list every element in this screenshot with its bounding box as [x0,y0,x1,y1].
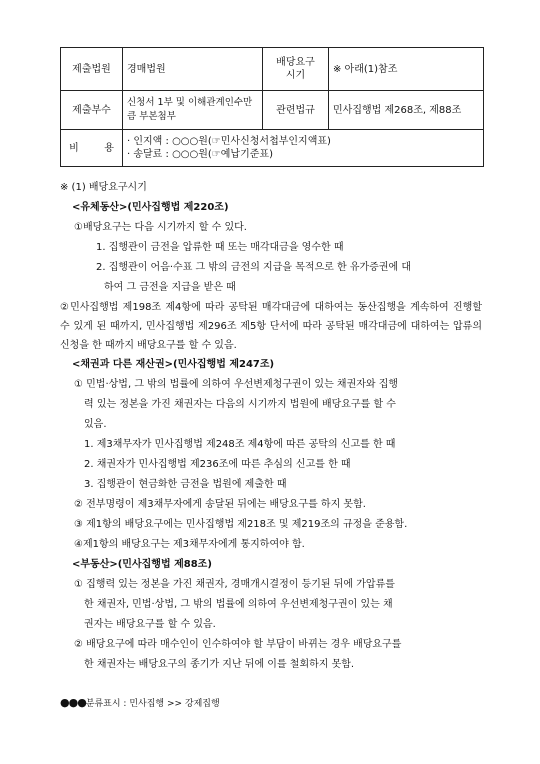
paragraph: 하여 그 금전을 지급을 받은 때 [104,282,236,293]
paragraph: 1. 집행관이 금전을 압류한 때 또는 매각대금을 영수한 때 [96,242,344,253]
court-value: 경매법원 [123,48,263,91]
cost-value [123,130,484,167]
delivery-fee-line: · 송달료 : ○○○원(☞예납기준표) [127,149,273,160]
paragraph: 한 채권자는 배당요구의 종기가 지난 뒤에 이를 철회하지 못함. [84,659,355,670]
paragraph: ③ 제1항의 배당요구에는 민사집행법 제218조 및 제219조의 규정을 준용함. [74,519,408,530]
table-row [61,91,484,130]
copies-value: 신청서 1부 및 이해관계인수만큼 부본첨부 [123,91,263,130]
paragraph: 1. 제3채무자가 민사집행법 제248조 제4항에 따른 공탁의 신고를 한 때 [84,439,396,450]
classification-text: 분류표시 : 민사집행 >> 강제집행 [85,699,220,709]
paragraph: 력 있는 정본을 가진 채권자는 다음의 시기까지 법원에 배당요구를 할 수 [84,399,396,410]
paragraph: ② 배당요구에 따라 매수인이 인수하여야 할 부담이 바뀌는 경우 배당요구를 [74,639,402,650]
claims-heading: <채권과 다른 재산권>(민사집행법 제247조) [72,359,275,370]
classification-footer [60,696,220,709]
paragraph: ① 민법·상법, 그 밖의 법률에 의하여 우선변제청구권이 있는 채권자와 집행 [74,379,399,390]
paragraph: ②민사집행법 제198조 제4항에 따라 공탁된 매각대금에 대하여는 동산집행을 계속하여 진행할 수 있게 된 때까지, 민사집행법 제296조 제5항 단서에 따라 공탁된 매각대금에 대하여는 압류의 신청을 한 때까지 배당요구를 할 수 있음. [60,302,482,351]
paragraph: 권자는 배당요구를 할 수 있음. [84,619,216,630]
stamp-fee-line: · 인지액 : ○○○원(☞민사신청서첩부인지액표) [127,136,331,147]
timing-label: 배당요구 시기 [263,48,329,91]
court-label: 제출법원 [61,48,123,91]
movables-heading: <유체동산>(민사집행법 제220조) [72,202,229,213]
info-table [60,47,484,167]
law-value: 민사집행법 제268조, 제88조 [329,91,484,130]
paragraph: 2. 집행관이 어음·수표 그 밖의 금전의 지급을 목적으로 한 유가증권에 대 [96,262,411,273]
paragraph: 2. 채권자가 민사집행법 제236조에 따른 추심의 신고를 한 때 [84,459,351,470]
paragraph: ① 집행력 있는 정본을 가진 채권자, 경매개시결정이 등기된 뒤에 가압류를 [74,579,395,590]
law-label: 관련법규 [263,91,329,130]
document-body [60,178,482,675]
timing-value: ※ 아래(1)참조 [329,48,484,91]
section-title: ※ (1) 배당요구시기 [60,182,147,193]
copies-label: 제출부수 [61,91,123,130]
paragraph: ④제1항의 배당요구는 제3채무자에게 통지하여야 함. [74,539,305,550]
paragraph: ①배당요구는 다음 시기까지 할 수 있다. [74,222,247,233]
paragraph: 3. 집행관이 현금화한 금전을 법원에 제출한 때 [84,479,287,490]
paragraph: 있음. [84,419,107,430]
table-row [61,130,484,167]
table-row [61,48,484,91]
cost-label: 비 용 [61,130,123,167]
paragraph: 한 채권자, 민법·상법, 그 밖의 법률에 의하여 우선변제청구권이 있는 채 [84,599,393,610]
bullet-dots-icon: ●●● [60,696,86,709]
real-estate-heading: <부동산>(민사집행법 제88조) [72,559,212,570]
paragraph: ② 전부명령이 제3채무자에게 송달된 뒤에는 배당요구를 하지 못함. [74,499,366,510]
